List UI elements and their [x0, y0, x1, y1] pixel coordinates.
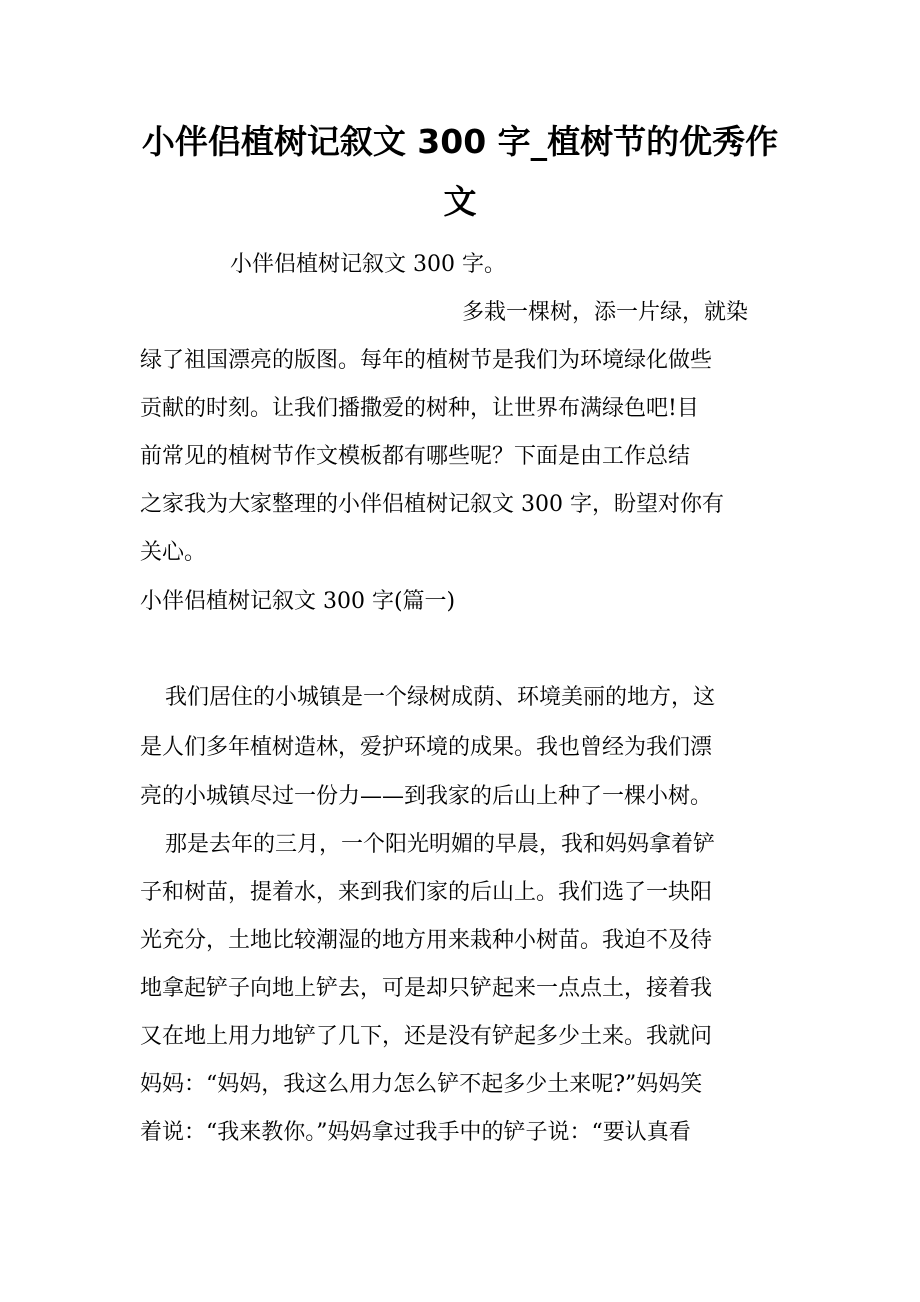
intro-line-6: 关心。 [140, 540, 207, 565]
body-line-3: 亮的小城镇尽过一份力——到我家的后山上种了一棵小树。 [140, 784, 713, 809]
body-line-9: 妈妈：“妈妈，我这么用力怎么铲不起多少土来呢?”妈妈笑 [140, 1072, 703, 1097]
body-line-7: 地拿起铲子向地上铲去，可是却只铲起来一点点土，接着我 [140, 976, 713, 1001]
body-line-5: 子和树苗，提着水，来到我们家的后山上。我们选了一块阳 [140, 880, 713, 905]
body-line-2: 是人们多年植树造林，爱护环境的成果。我也曾经为我们漂 [140, 735, 713, 760]
intro-line-1: 多栽一棵树，添一片绿，就染 [462, 300, 749, 325]
section-heading: 小伴侣植树记叙文 300 字(篇一) [140, 589, 456, 614]
document-title-line-1: 小伴侣植树记叙文 300 字_植树节的优秀作 [141, 122, 779, 161]
intro-line-5: 之家我为大家整理的小伴侣植树记叙文 300 字，盼望对你有 [140, 492, 724, 517]
body-line-1: 我们居住的小城镇是一个绿树成荫、环境美丽的地方，这 [165, 685, 716, 710]
intro-line-4: 前常见的植树节作文模板都有哪些呢？下面是由工作总结 [140, 444, 691, 469]
intro-line-2: 绿了祖国漂亮的版图。每年的植树节是我们为环境绿化做些 [140, 348, 713, 373]
body-line-8: 又在地上用力地铲了几下，还是没有铲起多少土来。我就问 [140, 1024, 713, 1049]
intro-line-3: 贡献的时刻。让我们播撒爱的树种，让世界布满绿色吧!目 [140, 396, 699, 421]
document-subtitle: 小伴侣植树记叙文 300 字。 [230, 252, 506, 277]
body-line-4: 那是去年的三月，一个阳光明媚的早晨，我和妈妈拿着铲 [165, 832, 716, 857]
body-line-10: 着说：“我来教你。”妈妈拿过我手中的铲子说：“要认真看 [140, 1120, 691, 1145]
body-line-6: 光充分，土地比较潮湿的地方用来栽种小树苗。我迫不及待 [140, 928, 713, 953]
document-title-line-2: 文 [443, 182, 477, 221]
